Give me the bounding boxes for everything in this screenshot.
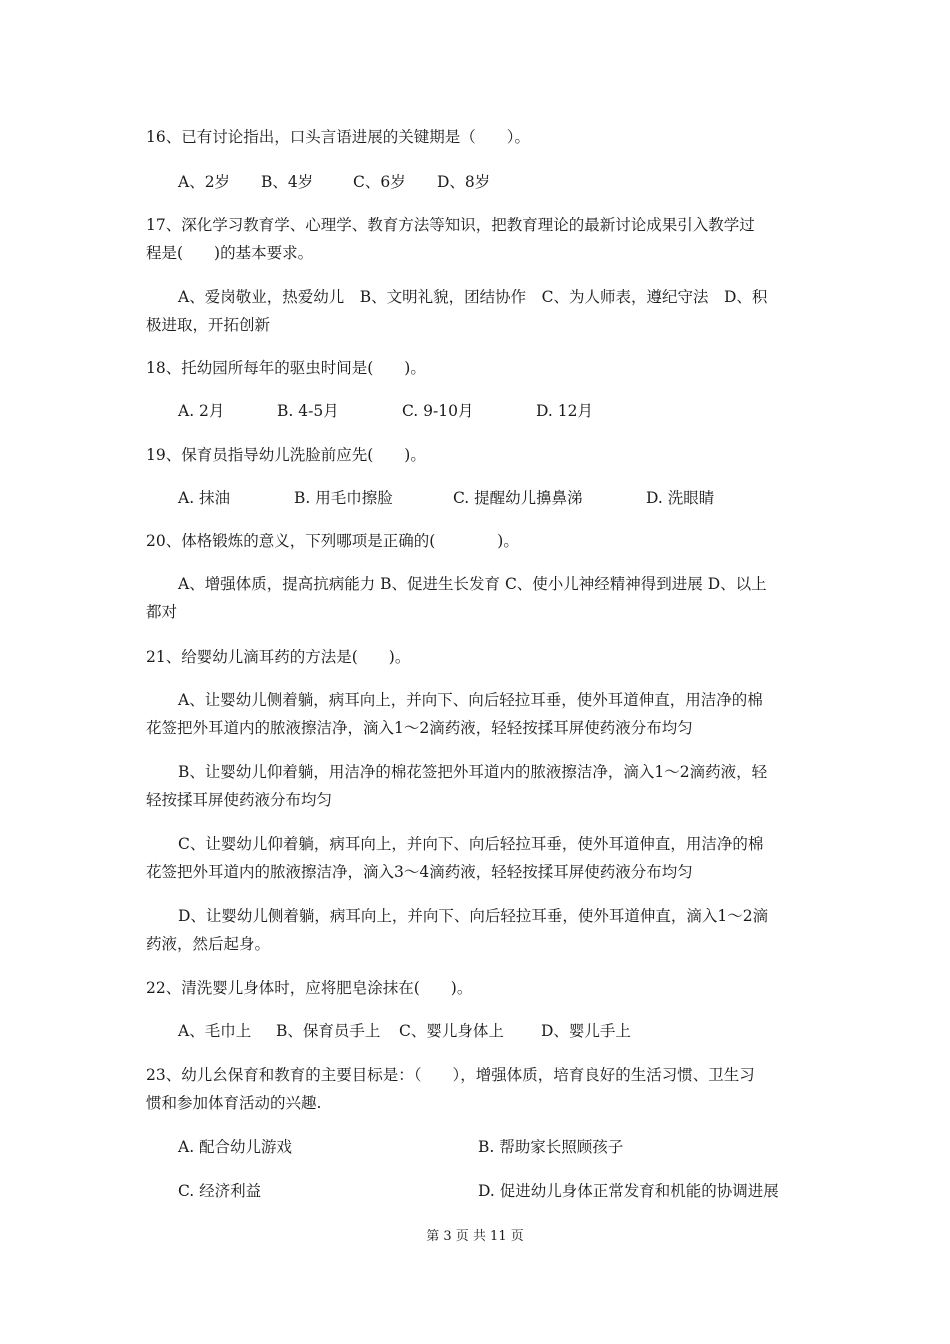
question-21-option-d-line-1: D、让婴幼儿侧着躺，病耳向上，并向下、向后轻拉耳垂，使外耳道伸直，滴入1～2滴 [178, 907, 769, 925]
question-21-option-a-line-2: 花签把外耳道内的脓液擦洁净，滴入1～2滴药液，轻轻按揉耳屏使药液分布均匀 [146, 719, 693, 737]
question-18-options [178, 400, 593, 422]
option-c: C、婴儿身体上 [399, 1022, 504, 1040]
question-20-options-line-1: A、增强体质，提高抗病能力 B、促进生长发育 C、使小儿神经精神得到进展 D、以上 [178, 575, 767, 593]
question-16-options [178, 171, 490, 193]
option-b: B、保育员手上 [276, 1022, 381, 1040]
question-20-stem: 20、体格锻炼的意义，下列哪项是正确的( )。 [146, 532, 519, 550]
question-19-stem: 19、保育员指导幼儿洗脸前应先( )。 [146, 446, 426, 464]
option-b: B、4岁 [261, 173, 314, 191]
option-a: A、2岁 [178, 173, 231, 191]
question-22-options [178, 1020, 631, 1042]
question-16-stem: 16、已有讨论指出，口头言语进展的关键期是（ ）。 [146, 128, 530, 146]
option-b: B. 4-5月 [277, 402, 339, 420]
option-a: A. 2月 [178, 402, 225, 420]
question-17-options-line-2: 极进取，开拓创新 [146, 316, 271, 334]
question-23-stem-line-1: 23、幼儿㕕保育和教育的主要目标是：（ ），增强体质，培育良好的生活习惯、卫生习 [146, 1066, 755, 1084]
question-23-option-b: B. 帮助家长照顾孩子 [478, 1138, 624, 1156]
question-21-option-b-line-2: 轻按揉耳屏使药液分布均匀 [146, 791, 333, 809]
option-d: D、8岁 [437, 173, 491, 191]
option-a: A. 抹油 [178, 489, 231, 507]
option-d: D、婴儿手上 [541, 1022, 631, 1040]
option-a: A、毛巾上 [178, 1022, 252, 1040]
question-17-stem-line-1: 17、深化学习教育学、心理学、教育方法等知识，把教育理论的最新讨论成果引入教学过 [146, 216, 755, 234]
question-17-options-line-1: A、爱岗敬业，热爱幼儿 B、文明礼貌，团结协作 C、为人师表，遵纪守法 D、积 [178, 288, 768, 306]
question-18-stem: 18、托幼园所每年的驱虫时间是( )。 [146, 359, 426, 377]
question-23-option-d: D. 促进幼儿身体正常发育和机能的协调进展 [478, 1182, 779, 1200]
option-b: B. 用毛巾擦脸 [294, 489, 393, 507]
question-17-stem-line-2: 程是( )的基本要求。 [146, 244, 314, 262]
question-21-option-a-line-1: A、让婴幼儿侧着躺，病耳向上，并向下、向后轻拉耳垂，使外耳道伸直，用洁净的棉 [178, 691, 763, 709]
question-22-stem: 22、清洗婴儿身体时，应将肥皂涂抹在( )。 [146, 979, 473, 997]
option-c: C. 提醒幼儿擤鼻涕 [453, 489, 583, 507]
question-19-options [178, 487, 714, 509]
question-23-option-a: A. 配合幼儿游戏 [178, 1138, 293, 1156]
option-d: D. 洗眼睛 [646, 489, 715, 507]
question-21-option-c-line-2: 花签把外耳道内的脓液擦洁净，滴入3～4滴药液，轻轻按揉耳屏使药液分布均匀 [146, 863, 693, 881]
question-23-option-c: C. 经济利益 [178, 1182, 262, 1200]
question-23-stem-line-2: 惯和参加体育活动的兴趣. [146, 1094, 322, 1112]
page-footer: 第 3 页 共 11 页 [426, 1229, 524, 1244]
option-d: D. 12月 [536, 402, 593, 420]
question-21-stem: 21、给婴幼儿滴耳药的方法是( )。 [146, 648, 411, 666]
question-20-options-line-2: 都对 [146, 603, 178, 621]
question-21-option-d-line-2: 药液，然后起身。 [146, 935, 271, 953]
question-21-option-c-line-1: C、让婴幼儿仰着躺，病耳向上，并向下、向后轻拉耳垂，使外耳道伸直，用洁净的棉 [178, 835, 764, 853]
option-c: C. 9-10月 [402, 402, 474, 420]
question-21-option-b-line-1: B、让婴幼儿仰着躺，用洁净的棉花签把外耳道内的脓液擦洁净，滴入1～2滴药液，轻 [178, 763, 768, 781]
option-c: C、6岁 [353, 173, 406, 191]
